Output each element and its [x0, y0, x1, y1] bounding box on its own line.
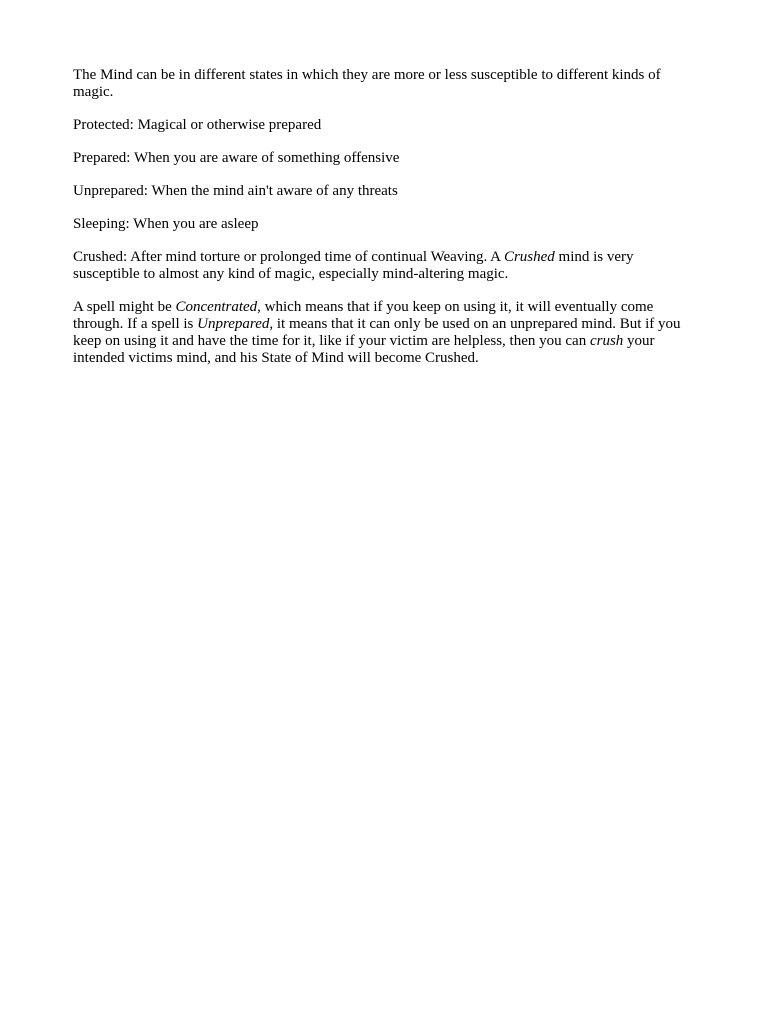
- spell-paragraph: [73, 299, 695, 367]
- crushed-text-2: mind is very susceptible to almost any kind of magic, especially mind-altering magic.: [73, 249, 634, 282]
- spell-text-1: A spell might be: [73, 299, 176, 315]
- intro-paragraph: The Mind can be in different states in which they are more or less susceptible to different kinds of magic.: [73, 67, 661, 100]
- spell-text-2: which means that if you keep on using it, it will eventually come through. If a spell is: [73, 299, 654, 332]
- document-page: [73, 67, 695, 383]
- crushed-text-1: Crushed: After mind torture or prolonged time of continual Weaving. A: [73, 249, 504, 265]
- spell-italic-unprepared: Unprepared: [197, 316, 270, 332]
- spell-text-3: , it means that it can only be used on an unprepared mind. But if you keep on using it and have the time for it, like if your victim are helpless, then you can: [73, 316, 681, 349]
- spell-italic-concentrated: Concentrated,: [175, 299, 261, 315]
- spell-italic-crush: crush: [589, 333, 624, 349]
- crushed-italic-term: Crushed: [503, 249, 555, 265]
- state-prepared: Prepared: When you are aware of something offensive: [73, 150, 400, 166]
- state-crushed: [73, 249, 695, 283]
- state-protected: Protected: Magical or otherwise prepared: [73, 117, 322, 133]
- spell-text-4: your intended victims mind, and his State of Mind will become Crushed.: [73, 333, 655, 366]
- state-unprepared: Unprepared: When the mind ain't aware of any threats: [73, 183, 398, 199]
- state-sleeping: Sleeping: When you are asleep: [73, 216, 259, 232]
